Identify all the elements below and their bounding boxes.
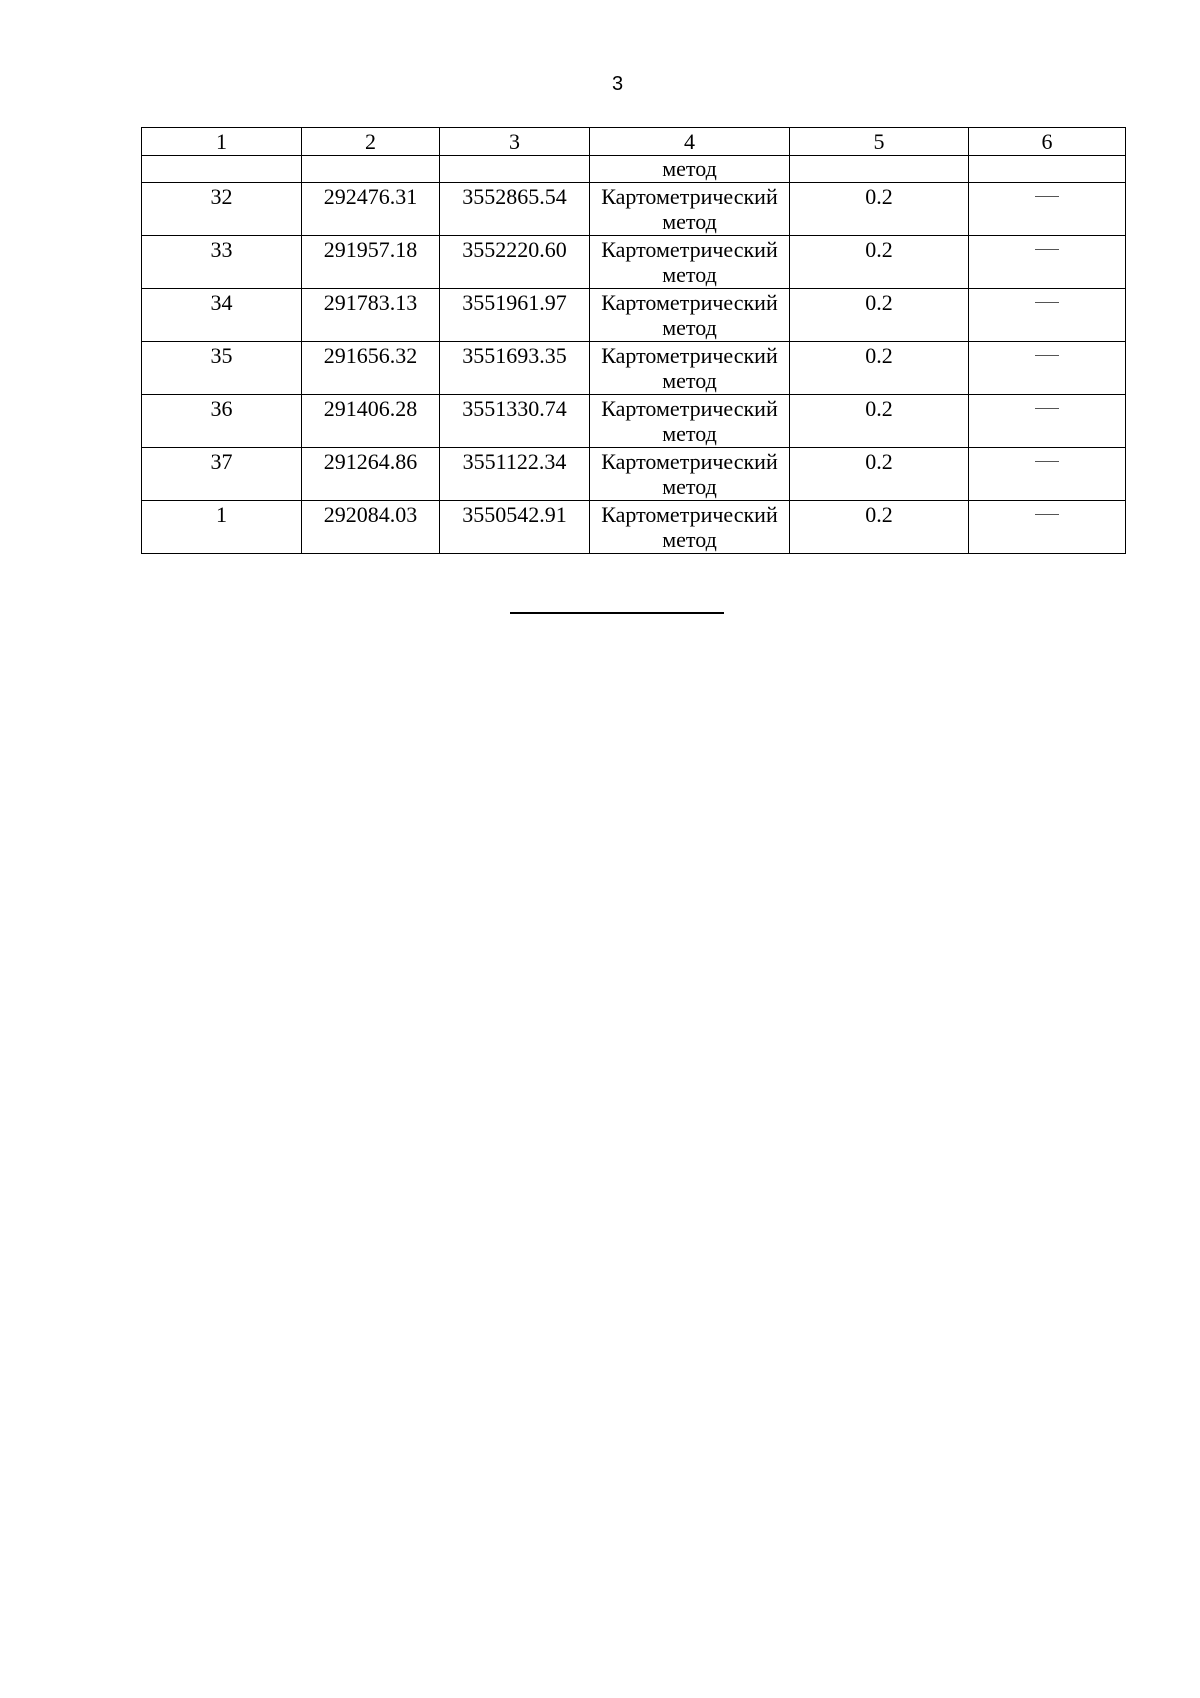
method-line-1: Картометрический xyxy=(601,502,778,527)
note-cell xyxy=(969,183,1126,236)
accuracy-cell: 0.2 xyxy=(790,501,969,554)
table-row xyxy=(142,236,1126,289)
note-cell xyxy=(969,289,1126,342)
column-header: 5 xyxy=(790,128,969,156)
method-line-2: метод xyxy=(662,368,717,393)
y-coordinate-cell: 3552220.60 xyxy=(440,236,590,289)
method-line-1: Картометрический xyxy=(601,184,778,209)
method-cell xyxy=(590,342,790,395)
method-line-2: метод xyxy=(662,474,717,499)
accuracy-cell: 0.2 xyxy=(790,342,969,395)
continuation-row xyxy=(142,156,1126,183)
note-cell xyxy=(969,236,1126,289)
point-number-cell: 32 xyxy=(142,183,302,236)
dash-mark xyxy=(1035,461,1059,462)
note-cell xyxy=(969,395,1126,448)
y-coordinate-cell: 3550542.91 xyxy=(440,501,590,554)
x-coordinate-cell: 292084.03 xyxy=(302,501,440,554)
table-cell xyxy=(969,156,1126,183)
method-line-2: метод xyxy=(662,209,717,234)
table-row xyxy=(142,183,1126,236)
method-cell xyxy=(590,501,790,554)
table-row xyxy=(142,448,1126,501)
point-number-cell: 1 xyxy=(142,501,302,554)
method-line-1: Картометрический xyxy=(601,449,778,474)
method-line-2: метод xyxy=(662,527,717,552)
column-header: 3 xyxy=(440,128,590,156)
dash-mark xyxy=(1035,196,1059,197)
y-coordinate-cell: 3551330.74 xyxy=(440,395,590,448)
x-coordinate-cell: 291264.86 xyxy=(302,448,440,501)
table-row xyxy=(142,501,1126,554)
page-number: 3 xyxy=(611,73,624,95)
method-cell xyxy=(590,395,790,448)
method-line-2: метод xyxy=(662,315,717,340)
method-cell xyxy=(590,236,790,289)
y-coordinate-cell: 3551122.34 xyxy=(440,448,590,501)
column-header: 1 xyxy=(142,128,302,156)
x-coordinate-cell: 292476.31 xyxy=(302,183,440,236)
point-number-cell: 34 xyxy=(142,289,302,342)
y-coordinate-cell: 3551961.97 xyxy=(440,289,590,342)
dash-mark xyxy=(1035,514,1059,515)
point-number-cell: 36 xyxy=(142,395,302,448)
column-header: 4 xyxy=(590,128,790,156)
x-coordinate-cell: 291957.18 xyxy=(302,236,440,289)
accuracy-cell: 0.2 xyxy=(790,183,969,236)
column-header: 6 xyxy=(969,128,1126,156)
dash-mark xyxy=(1035,355,1059,356)
y-coordinate-cell: 3551693.35 xyxy=(440,342,590,395)
dash-mark xyxy=(1035,408,1059,409)
accuracy-cell: 0.2 xyxy=(790,395,969,448)
column-header: 2 xyxy=(302,128,440,156)
accuracy-cell: 0.2 xyxy=(790,289,969,342)
note-cell xyxy=(969,501,1126,554)
method-cell: метод xyxy=(590,156,790,183)
x-coordinate-cell: 291656.32 xyxy=(302,342,440,395)
table-row xyxy=(142,289,1126,342)
table-cell xyxy=(440,156,590,183)
x-coordinate-cell: 291406.28 xyxy=(302,395,440,448)
method-line-2: метод xyxy=(662,421,717,446)
note-cell xyxy=(969,448,1126,501)
method-line-2: метод xyxy=(662,262,717,287)
method-cell xyxy=(590,448,790,501)
dash-mark xyxy=(1035,249,1059,250)
method-line-1: Картометрический xyxy=(601,343,778,368)
method-line-1: Картометрический xyxy=(601,290,778,315)
note-cell xyxy=(969,342,1126,395)
x-coordinate-cell: 291783.13 xyxy=(302,289,440,342)
point-number-cell: 33 xyxy=(142,236,302,289)
end-of-document-rule xyxy=(510,612,724,614)
y-coordinate-cell: 3552865.54 xyxy=(440,183,590,236)
table-cell xyxy=(142,156,302,183)
table-cell xyxy=(790,156,969,183)
method-cell xyxy=(590,289,790,342)
table-row xyxy=(142,342,1126,395)
point-number-cell: 35 xyxy=(142,342,302,395)
header-row xyxy=(142,128,1126,156)
method-line-1: Картометрический xyxy=(601,396,778,421)
accuracy-cell: 0.2 xyxy=(790,236,969,289)
table-row xyxy=(142,395,1126,448)
method-cell xyxy=(590,183,790,236)
table-cell xyxy=(302,156,440,183)
dash-mark xyxy=(1035,302,1059,303)
method-line-1: Картометрический xyxy=(601,237,778,262)
point-number-cell: 37 xyxy=(142,448,302,501)
coordinates-table xyxy=(141,127,1126,554)
accuracy-cell: 0.2 xyxy=(790,448,969,501)
